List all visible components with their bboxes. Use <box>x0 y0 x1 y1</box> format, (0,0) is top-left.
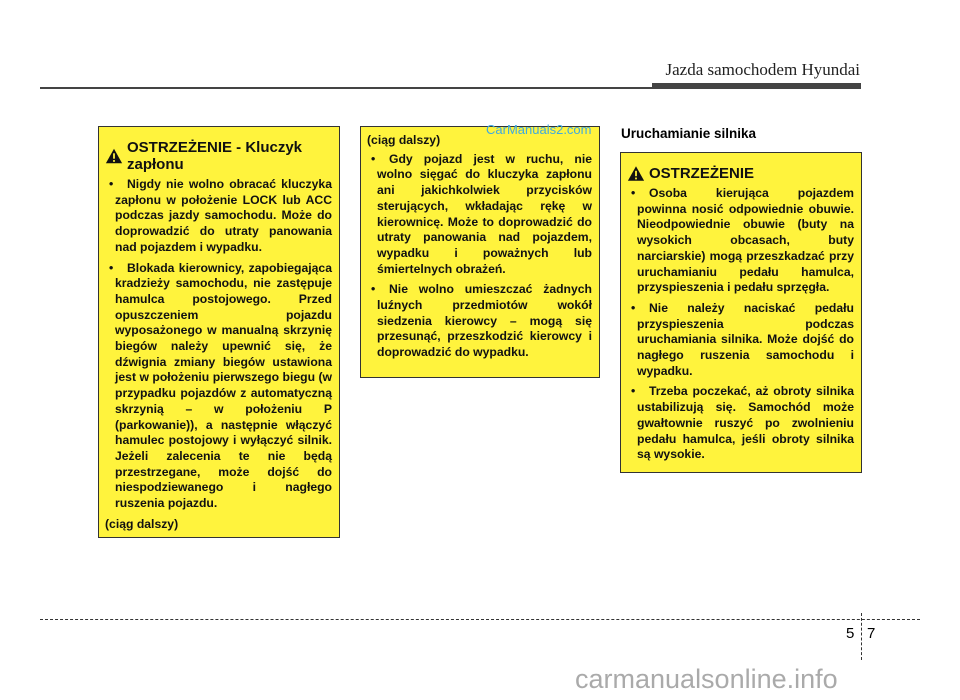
warning-box-continued <box>360 126 600 378</box>
warning-box-ignition-key <box>98 126 340 538</box>
list-item: • Osoba kierująca pojazdem powinna nosić odpowiednie obuwie. Nieodpowiednie obuwie (buty na wysokich obcasach, buty narciarskie) mogą przeszkadzać przy uruchamianiu pedału hamulca, przyspieszenia i pedału sprzęgła. <box>627 186 854 296</box>
list-item: • Gdy pojazd jest w ruchu, nie wolno sięgać do kluczyka zapłonu ani jakichkolwiek przycisków sterujących, wkładając rękę w kierownicę. Może to doprowadzić do utraty panowania nad pojazdem, wypadku i poważnych lub śmiertelnych obrażeń. <box>367 152 592 278</box>
list-item: • Nie należy naciskać pedału przyspieszenia podczas uruchamiania silnika. Może dojść do nagłego ruszenia samochodu i wypadku. <box>627 301 854 380</box>
list-item: • Nigdy nie wolno obracać kluczyka zapłonu w położenie LOCK lub ACC podczas jazdy samochodu. Może do doprowadzić do utraty panowania nad pojazdem i wypadku. <box>105 177 332 256</box>
warning-title: OSTRZEŻENIE <box>649 165 755 182</box>
header-rule <box>40 87 652 89</box>
list-item: • Blokada kierownicy, zapobiegająca kradzieży samochodu, nie zastępuje hamulca postojowego. Przed opuszczeniem pojazdu wyposażonego w manualną skrzynię biegów należy upewnić się, że dźwignia zmiany biegów ustawiona jest w położeniu pierwszego biegu (w przypadku pojazdów z automatyczną skrzynią – w położeniu P (parkowanie)), a następnie włączyć hamulec postojowy i wyłączyć silnik. Jeżeli zalecenia te nie będą przestrzegane, może dojść do niespodziewanego i nagłego ruszenia pojazdu. <box>105 261 332 512</box>
footer-rule <box>40 619 920 620</box>
continued-label: (ciąg dalszy) <box>105 516 179 531</box>
page-number: 7 <box>867 625 876 642</box>
list-item: • Trzeba poczekać, aż obroty silnika ustabilizują się. Samochód może gwałtownie ruszyć po zwolnieniu pedału hamulca, jeśli obroty silnika są wysokie. <box>627 384 854 463</box>
section-title: Uruchamianie silnika <box>621 126 757 141</box>
continued-label: (ciąg dalszy) <box>367 133 441 147</box>
warning-box-engine-start <box>620 152 862 473</box>
warning-icon <box>105 139 123 173</box>
list-item: • Nie wolno umieszczać żadnych luźnych przedmiotów wokół siedzenia kierowcy – mogą się przesunąć, przeszkodzić kierowcy i doprowadzić do wypadku. <box>367 282 592 361</box>
warning-title: OSTRZEŻENIE - Kluczyk zapłonu <box>127 139 303 173</box>
header-bar <box>652 83 861 89</box>
running-header: Jazda samochodem Hyundai <box>665 60 860 79</box>
warning-icon <box>627 165 645 182</box>
chapter-number: 5 <box>846 625 855 642</box>
page-divider <box>861 613 862 660</box>
watermark-bottom: carmanualsonline.info <box>575 664 838 694</box>
watermark-top: CarManuals2.com <box>486 122 592 137</box>
